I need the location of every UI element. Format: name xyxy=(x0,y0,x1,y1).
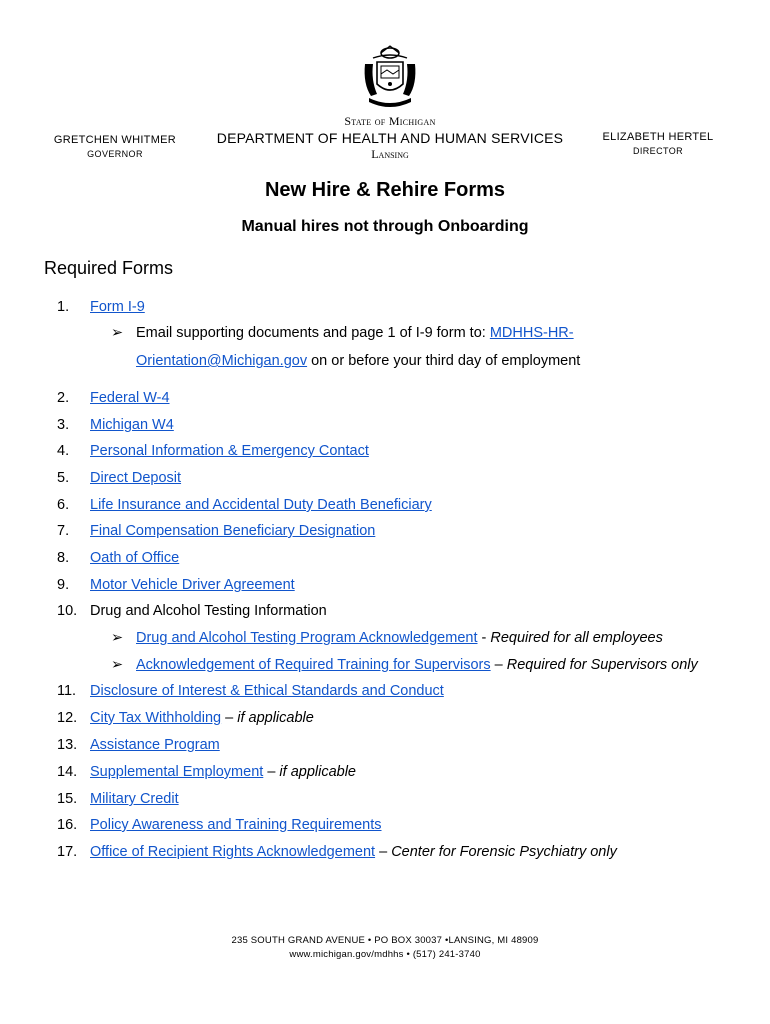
list-item xyxy=(57,602,327,620)
governor-name: GRETCHEN WHITMER xyxy=(53,134,177,146)
oath-of-office-link[interactable]: Oath of Office xyxy=(90,550,180,566)
supplemental-employment-link[interactable]: Supplemental Employment xyxy=(90,764,264,780)
state-name: State of Michigan xyxy=(344,114,436,128)
item-note: if applicable xyxy=(279,764,356,780)
footer-address: 235 SOUTH GRAND AVENUE • PO BOX 30037 •LANSING, MI 48909 xyxy=(231,935,539,946)
list-item xyxy=(57,522,375,540)
hr-email-link-part2[interactable]: Orientation@Michigan.gov xyxy=(136,353,308,369)
direct-deposit-link[interactable]: Direct Deposit xyxy=(90,470,182,486)
military-credit-link[interactable]: Military Credit xyxy=(90,791,179,807)
item-note: Center for Forensic Psychiatry only xyxy=(391,844,617,860)
director-title: DIRECTOR xyxy=(632,146,684,156)
item-number: 12. xyxy=(57,710,78,726)
sub-list-item-continued xyxy=(136,352,580,370)
item-number: 15. xyxy=(57,791,78,807)
item-note: Required for Supervisors only xyxy=(506,657,698,673)
governor-block xyxy=(40,134,190,159)
recipient-rights-link[interactable]: Office of Recipient Rights Acknowledgement xyxy=(90,844,376,860)
arrow-bullet-icon: ➢ xyxy=(111,325,124,341)
item-number: 4. xyxy=(57,443,70,459)
michigan-w4-link[interactable]: Michigan W4 xyxy=(90,417,174,433)
drug-alcohol-ack-link[interactable]: Drug and Alcohol Testing Program Acknowledgement xyxy=(136,630,478,646)
director-block xyxy=(588,131,728,156)
arrow-bullet-icon: ➢ xyxy=(111,657,124,673)
motor-vehicle-link[interactable]: Motor Vehicle Driver Agreement xyxy=(90,577,295,593)
hr-email-link-part1[interactable]: MDHHS-HR- xyxy=(489,325,574,341)
list-item xyxy=(57,709,314,727)
item-number: 14. xyxy=(57,764,78,780)
separator: – xyxy=(221,710,238,726)
separator: – xyxy=(375,844,392,860)
item-number: 5. xyxy=(57,470,70,486)
federal-w4-link[interactable]: Federal W-4 xyxy=(90,390,170,406)
list-item xyxy=(57,790,179,808)
department-name: DEPARTMENT OF HEALTH AND HUMAN SERVICES xyxy=(216,130,564,146)
item-number: 7. xyxy=(57,523,70,539)
page-subtitle: Manual hires not through Onboarding xyxy=(241,218,529,235)
item-number: 6. xyxy=(57,497,70,513)
item-note: Required for all employees xyxy=(490,630,663,646)
item-number: 11. xyxy=(57,683,77,699)
page-title: New Hire & Rehire Forms xyxy=(264,179,506,201)
item-number: 2. xyxy=(57,390,70,406)
director-name: ELIZABETH HERTEL xyxy=(602,131,714,143)
section-heading: Required Forms xyxy=(44,258,174,278)
item-number: 13. xyxy=(57,737,78,753)
list-item xyxy=(57,442,369,460)
governor-title: GOVERNOR xyxy=(87,149,143,159)
separator: – xyxy=(263,764,280,780)
assistance-program-link[interactable]: Assistance Program xyxy=(90,737,220,753)
list-item xyxy=(57,736,220,754)
disclosure-of-interest-link[interactable]: Disclosure of Interest & Ethical Standards and Conduct xyxy=(90,683,444,699)
item-number: 9. xyxy=(57,577,70,593)
item-number: 3. xyxy=(57,417,70,433)
sub-list-item xyxy=(111,324,574,342)
list-item xyxy=(57,416,174,434)
supervisor-training-link[interactable]: Acknowledgement of Required Training for Supervisors xyxy=(136,657,491,673)
item-text: Drug and Alcohol Testing Information xyxy=(90,603,327,619)
city-tax-link[interactable]: City Tax Withholding xyxy=(90,710,222,726)
michigan-state-seal-icon xyxy=(359,44,421,110)
footer-contact: www.michigan.gov/mdhhs • (517) 241-3740 xyxy=(289,949,481,960)
item-note: if applicable xyxy=(237,710,314,726)
life-insurance-link[interactable]: Life Insurance and Accidental Duty Death Beneficiary xyxy=(90,497,432,513)
arrow-bullet-icon: ➢ xyxy=(111,630,124,646)
sub-list-item xyxy=(111,629,663,647)
item-number: 17. xyxy=(57,844,78,860)
policy-awareness-link[interactable]: Policy Awareness and Training Requirements xyxy=(90,817,382,833)
list-item xyxy=(57,298,145,316)
list-item xyxy=(57,763,356,781)
list-item xyxy=(57,682,444,700)
separator: - xyxy=(477,630,491,646)
list-item xyxy=(57,843,617,861)
item-number: 1. xyxy=(57,299,70,315)
list-item xyxy=(57,469,181,487)
instruction-text-end: on or before your third day of employment xyxy=(307,353,581,369)
item-number: 10. xyxy=(57,603,78,619)
personal-info-link[interactable]: Personal Information & Emergency Contact xyxy=(90,443,369,459)
sub-list-item xyxy=(111,656,698,674)
final-compensation-link[interactable]: Final Compensation Beneficiary Designation xyxy=(90,523,376,539)
list-item xyxy=(57,496,432,514)
list-item xyxy=(57,576,295,594)
separator: – xyxy=(490,657,507,673)
list-item xyxy=(57,549,179,567)
instruction-text: Email supporting documents and page 1 of I-9 form to: xyxy=(136,325,490,341)
item-number: 16. xyxy=(57,817,78,833)
list-item xyxy=(57,389,170,407)
form-i9-link[interactable]: Form I-9 xyxy=(90,299,145,315)
item-number: 8. xyxy=(57,550,70,566)
city-name: Lansing xyxy=(371,147,409,161)
list-item xyxy=(57,816,382,834)
